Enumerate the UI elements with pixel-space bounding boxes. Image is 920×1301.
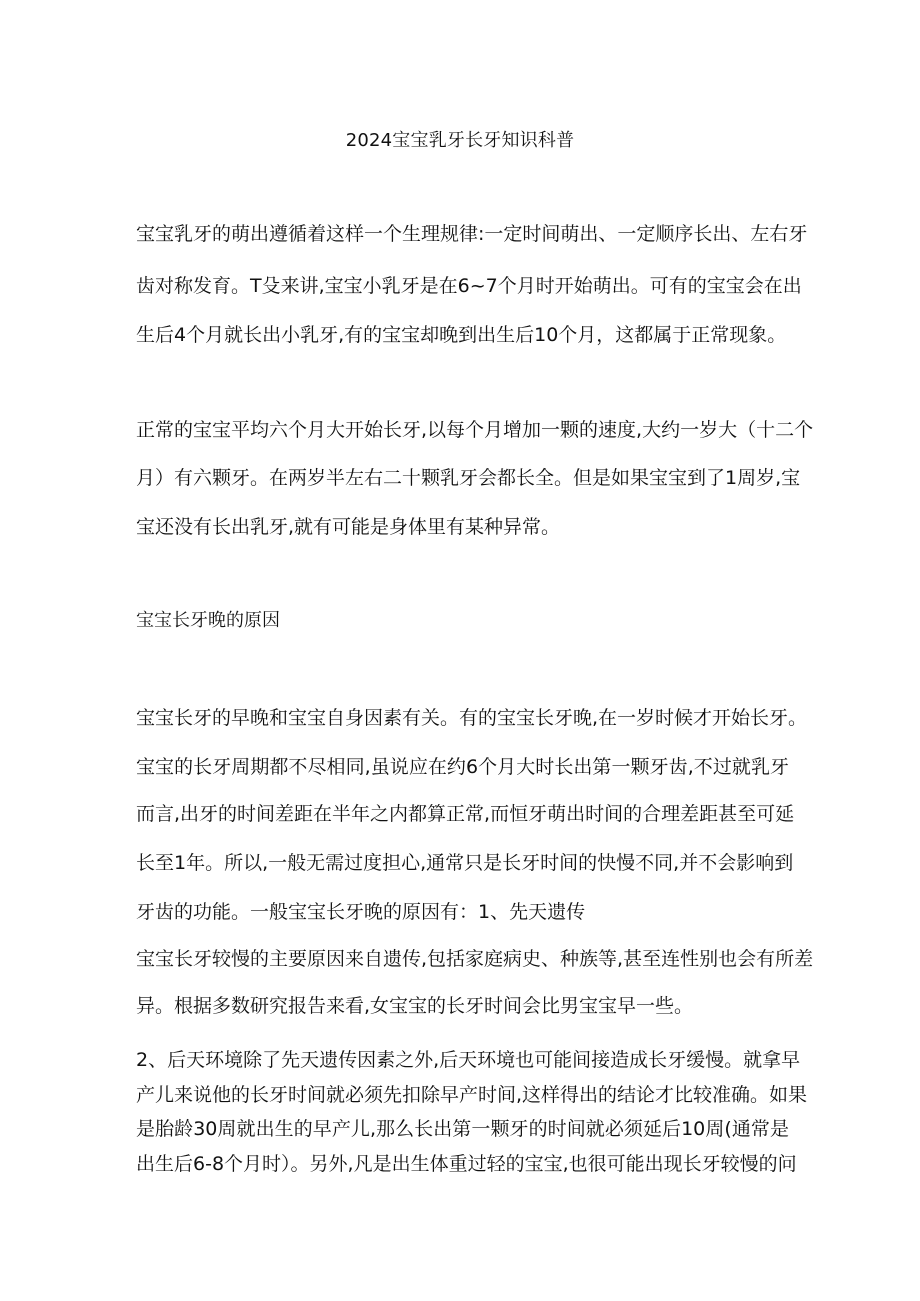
- paragraph-2-line-3: 宝还没有长出乳牙,就有可能是身体里有某种异常。: [136, 516, 561, 538]
- paragraph-2-line-1: 正常的宝宝平均六个月大开始长牙,以每个月增加一颗的速度,大约一岁大（十二个: [136, 419, 814, 441]
- paragraph-3-line-1: 宝宝长牙的早晚和宝宝自身因素有关。有的宝宝长牙晚,在一岁时候才开始长牙。: [136, 707, 808, 729]
- paragraph-1-line-3: 生后4个月就长出小乳牙,有的宝宝却晚到出生后10个月，这都属于正常现象。: [136, 324, 787, 346]
- document-title: 2024宝宝乳牙长牙知识科普: [345, 130, 575, 151]
- paragraph-5-line-2: 产儿来说他的长牙时间就必须先扣除早产时间,这样得出的结论才比较准确。如果: [136, 1084, 808, 1106]
- paragraph-1-line-2: 齿对称发育。T殳来讲,宝宝小乳牙是在6~7个月时开始萌出。可有的宝宝会在出: [136, 275, 802, 297]
- paragraph-4-line-1: 宝宝长牙较慢的主要原因来自遗传,包括家庭病史、种族等,甚至连性别也会有所差: [136, 948, 814, 970]
- paragraph-3-line-5: 牙齿的功能。一般宝宝长牙晚的原因有：1、先天遗传: [136, 901, 586, 923]
- paragraph-5-line-4: 出生后6-8个月时）。另外,凡是出生体重过轻的宝宝,也很可能出现长牙较慢的问: [136, 1153, 797, 1175]
- paragraph-1-line-1: 宝宝乳牙的萌出遵循着这样一个生理规律:一定时间萌出、一定顺序长出、左右牙: [136, 223, 808, 245]
- paragraph-3-line-2: 宝宝的长牙周期都不尽相同,虽说应在约6个月大时长出第一颗牙齿,不过就乳牙: [136, 756, 789, 778]
- paragraph-3-line-4: 长至1年。所以,一般无需过度担心,通常只是长牙时间的快慢不同,并不会影响到: [136, 852, 794, 874]
- paragraph-5-line-1: 2、后天环境除了先天遗传因素之外,后天环境也可能间接造成长牙缓慢。就拿早: [136, 1049, 801, 1071]
- section-heading: 宝宝长牙晚的原因: [136, 610, 280, 631]
- paragraph-5-line-3: 是胎龄30周就出生的早产儿,那么长出第一颗牙的时间就必须延后10周(通常是: [136, 1118, 789, 1140]
- paragraph-4-line-2: 异。根据多数研究报告来看,女宝宝的长牙时间会比男宝宝早一些。: [136, 995, 694, 1017]
- paragraph-2-line-2: 月）有六颗牙。在两岁半左右二十颗乳牙会都长全。但是如果宝宝到了1周岁,宝: [136, 467, 801, 489]
- paragraph-3-line-3: 而言,出牙的时间差距在半年之内都算正常,而恒牙萌出时间的合理差距甚至可延: [136, 803, 795, 825]
